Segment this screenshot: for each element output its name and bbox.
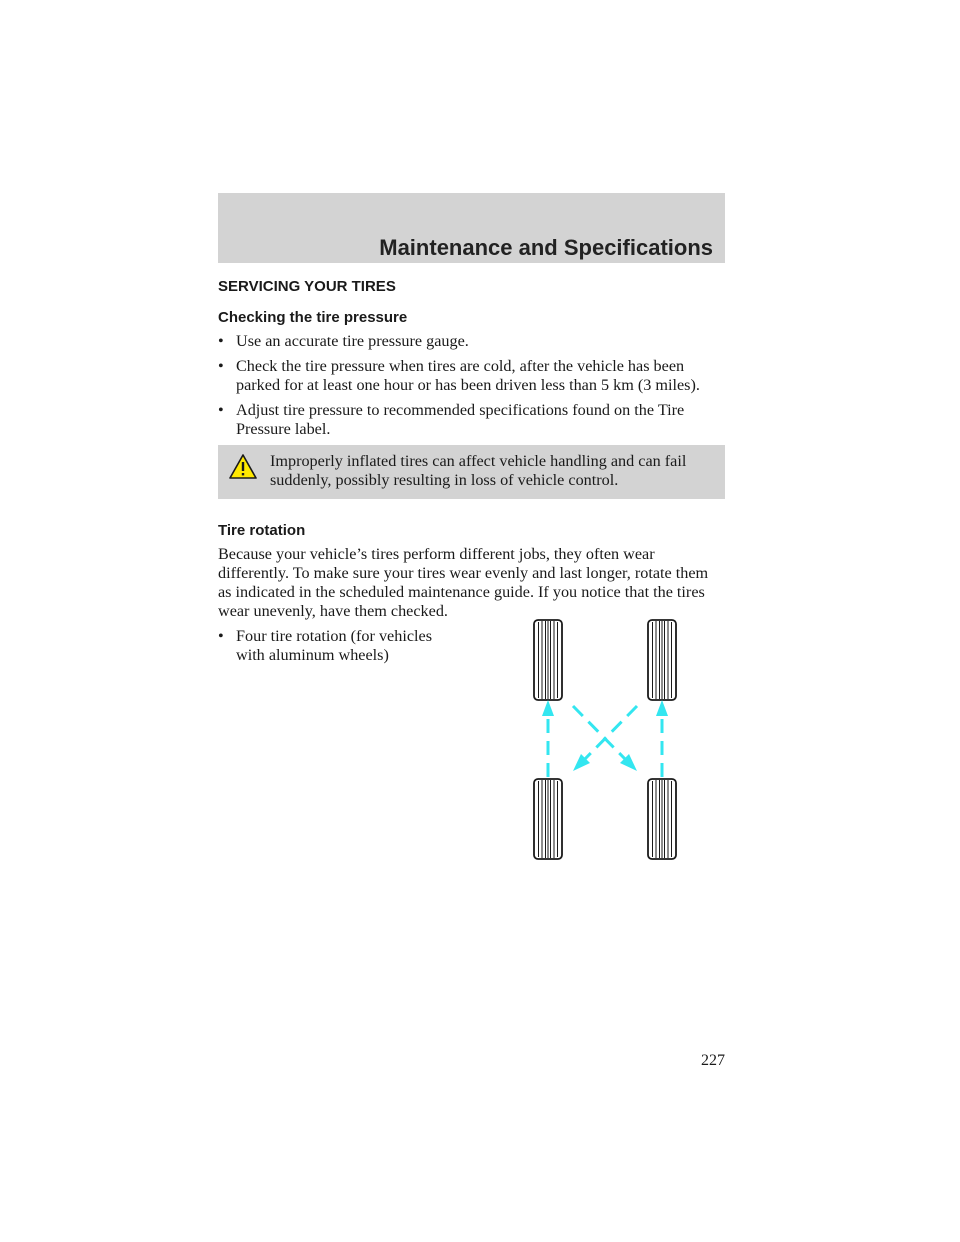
rotation-subsection-title: Tire rotation xyxy=(218,522,306,539)
warning-triangle-icon xyxy=(228,453,258,480)
rear-to-front-left-arrow-icon xyxy=(542,700,554,777)
pressure-bullet-list xyxy=(218,332,725,439)
page-content xyxy=(218,277,725,665)
pressure-subsection-title: Checking the tire pressure xyxy=(218,309,408,326)
rotation-paragraph: Because your vehicle’s tires perform different jobs, they often wear differently. To make sure your tires wear evenly and last longer, rotate them as indicated in the scheduled maintenance guide. If you notice that the tires wear unevenly, have them checked. xyxy=(218,545,709,620)
rotation-bullet-list xyxy=(218,627,448,665)
section-title: SERVICING YOUR TIRES xyxy=(218,278,396,295)
bullet-icon: • xyxy=(218,401,224,419)
header-band xyxy=(218,193,725,263)
list-item xyxy=(218,357,725,395)
section-header-title: Maintenance and Specifications xyxy=(379,235,713,260)
bullet-icon: • xyxy=(218,627,224,645)
bullet-icon: • xyxy=(218,332,224,350)
list-item xyxy=(218,627,448,665)
list-item-text: Adjust tire pressure to recommended specifications found on the Tire Pressure label. xyxy=(236,401,685,438)
warning-box xyxy=(218,445,725,499)
warning-text: Improperly inflated tires can affect vehicle handling and can fail suddenly, possibly resulting in loss of vehicle control. xyxy=(270,452,687,489)
list-item-text: Use an accurate tire pressure gauge. xyxy=(236,332,469,350)
list-item-text: Four tire rotation (for vehicles with aluminum wheels) xyxy=(236,627,432,664)
bullet-icon: • xyxy=(218,357,224,375)
rear-right-tire-icon xyxy=(648,779,676,859)
rear-left-tire-icon xyxy=(534,779,562,859)
page-number: 227 xyxy=(701,1052,725,1069)
tire-rotation-diagram xyxy=(520,615,690,865)
list-item xyxy=(218,332,725,351)
rear-to-front-right-arrow-icon xyxy=(656,700,668,777)
list-item-text: Check the tire pressure when tires are cold, after the vehicle has been parked for at least one hour or has been driven less than 5 km (3 miles). xyxy=(236,357,700,394)
front-left-tire-icon xyxy=(534,620,562,700)
list-item xyxy=(218,401,725,439)
front-right-tire-icon xyxy=(648,620,676,700)
